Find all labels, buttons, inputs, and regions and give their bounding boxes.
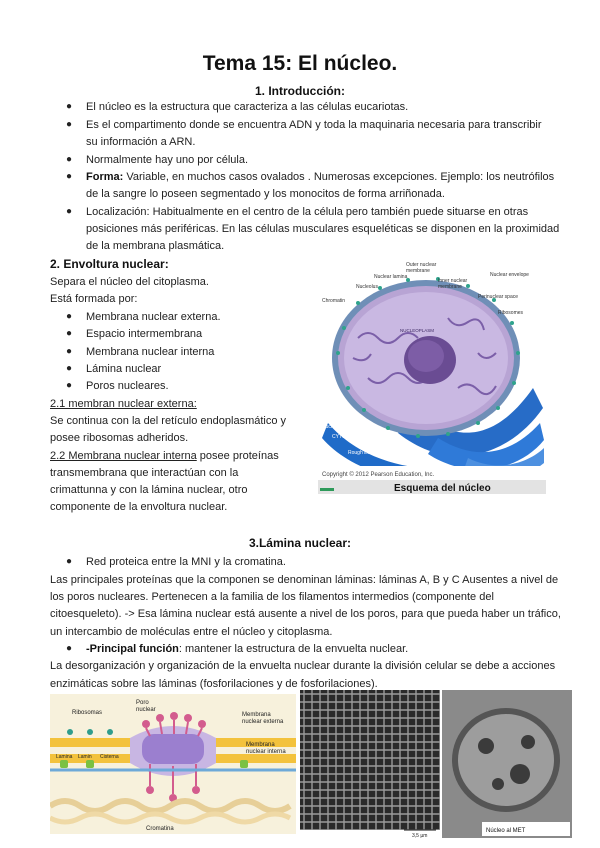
s1-bullet1-line1: El núcleo es la estructura que caracteriza a las células eucariotas. xyxy=(86,101,409,113)
s3-bullet2 xyxy=(86,641,408,657)
bullet-dot-icon: ● xyxy=(66,556,73,567)
bullet-dot-icon: ● xyxy=(66,101,73,112)
fig3-scale: 3,5 µm xyxy=(412,833,428,838)
fig1-label-pores: Nuclear pores xyxy=(322,424,354,430)
bullet-dot-icon: ● xyxy=(66,328,73,339)
bullet-dot-icon: ● xyxy=(66,119,73,130)
s1-bullet5-line1: Localización: Habitualmente en el centro de la célula pero también puede situarse en otras xyxy=(86,206,529,218)
s1-bullet4-line2: de la sangre lo poseen segmentado y los monocitos de forma arriñonada. xyxy=(86,188,445,200)
fig2-label-cisterna: Cisterna xyxy=(100,754,119,760)
lamina-mesh-micrograph xyxy=(300,690,440,830)
s1-bullet3-line1: Normalmente hay uno por célula. xyxy=(86,154,249,166)
nucleus-scheme-figure xyxy=(318,258,546,494)
bullet-dot-icon: ● xyxy=(66,206,73,217)
funcion-label: -Principal función xyxy=(86,643,179,655)
s2-sub1-title: 2.1 membran nuclear externa: xyxy=(50,398,197,410)
s2-sub2-line3: componente de la envoltura nuclear. xyxy=(50,501,228,513)
fig1-label-rough-er: Rough ER xyxy=(348,450,372,456)
bullet-dot-icon: ● xyxy=(66,346,73,357)
fig2-label-interna: nuclear interna xyxy=(246,749,286,755)
bullet-dot-icon: ● xyxy=(66,363,73,374)
s2-sub2-line1: transmembrana que interactúan con la xyxy=(50,467,239,479)
section-3-heading: 3.Lámina nuclear: xyxy=(248,536,352,550)
fig2-label-membrana2: Membrana xyxy=(246,742,275,748)
fig1-label-membrane: membrane xyxy=(406,268,430,274)
fig1-label-ribosomes: Ribosomes xyxy=(498,310,524,316)
s3-para2-line2: enzimáticas sobre las láminas (fosforilaciones y de fosforilaciones). xyxy=(50,678,378,690)
fig2-label-cromatina: Cromatina xyxy=(146,826,174,832)
s2-sub1-line1: Se continua con la del retículo endoplasmático y xyxy=(50,415,287,427)
fig1-label-outer: Outer nuclear xyxy=(406,262,437,268)
fig1-label-inner: Inner nuclear xyxy=(438,278,468,284)
fig1-label-nucleolus: Nucleolus xyxy=(356,284,378,290)
s3-bullet1: Red proteica entre la MNI y la cromatina. xyxy=(86,556,286,568)
forma-label: Forma: xyxy=(86,171,124,183)
fig2-label-lamin: Lamin xyxy=(78,754,92,760)
s3-para1-line2: los poros nucleares. Pertenecen a la familia de los filamentos intermedios (componente del xyxy=(50,591,494,603)
nuclear-pore-diagram xyxy=(50,694,296,834)
s3-para1-line3: citoesqueleto). -> Esa lámina nuclear está ausente a nivel de los poros, para que pueda haber un tráfico, xyxy=(50,608,561,620)
s2-sub2-title: 2.2 Membrana nuclear interna xyxy=(50,450,197,462)
s2-sub2-first: posee proteínas xyxy=(196,450,279,462)
s3-para1-line1: Las principales proteínas que la componen se denominan láminas: láminas A, B y C Ausentes a nivel de xyxy=(50,574,559,586)
s2-sub2-line0 xyxy=(50,448,279,464)
bullet-dot-icon: ● xyxy=(66,643,73,654)
s2-item-1: Membrana nuclear externa. xyxy=(86,311,221,323)
s2-sub2-line2: crimattunna y con la lámina nuclear, otro xyxy=(50,484,248,496)
s2-item-5: Poros nucleares. xyxy=(86,380,169,392)
fig2-label-membrana1: Membrana xyxy=(242,712,271,718)
fig1-label-cytosol: CYTOSOL xyxy=(332,434,356,440)
fig2-label-poro: Poro xyxy=(136,700,149,706)
bullet-dot-icon: ● xyxy=(66,171,73,182)
s2-intro-1: Separa el núcleo del citoplasma. xyxy=(50,276,209,288)
s2-intro-2: Está formada por: xyxy=(50,293,138,305)
fig2-label-lamina: Lamina xyxy=(56,754,73,760)
section-2-heading: 2. Envoltura nuclear: xyxy=(50,257,169,271)
s2-item-3: Membrana nuclear interna xyxy=(86,346,215,358)
fig2-label-externa: nuclear externa xyxy=(242,719,284,725)
s3-para2-line1: La desorganización y organización de la envuelta nuclear durante la división celular se debe a acciones xyxy=(50,660,556,672)
fig1-label-envelope: Nuclear envelope xyxy=(490,272,529,278)
s1-bullet2-line1: Es el compartimento donde se encuentra ADN y toda la maquinaria necesaria para transcribir xyxy=(86,119,542,131)
s1-bullet2-line2: su información a ARN. xyxy=(86,136,196,148)
s1-bullet5-line2: posiciones más periféricas. En las células musculares esqueléticas se disponen en la proximidad xyxy=(86,223,560,235)
fig3-caption: Núcleo al MET xyxy=(486,828,526,834)
bullet-dot-icon: ● xyxy=(66,311,73,322)
page-title: Tema 15: El núcleo. xyxy=(202,52,398,75)
s2-item-4: Lámina nuclear xyxy=(86,363,162,375)
bullet-dot-icon: ● xyxy=(66,380,73,391)
fig1-label-nucleoplasm: NUCLEOPLASM xyxy=(400,328,435,333)
tem-micrograph-figure xyxy=(300,690,572,838)
fig1-copyright: Copyright © 2012 Pearson Education, Inc. xyxy=(322,472,435,478)
s2-sub1-line2: posee ribosomas adheridos. xyxy=(50,432,189,444)
section-1-heading: 1. Introducción: xyxy=(255,84,345,98)
fig1-label-chromatin: Chromatin xyxy=(322,298,346,304)
fig2-label-nuclear: nuclear xyxy=(136,707,156,713)
fig1-caption: Esquema del núcleo xyxy=(394,483,491,494)
fig2-label-ribosomas: Ribosomas xyxy=(72,710,103,716)
fig1-label-perinuclear: Perinuclear space xyxy=(478,294,519,300)
s1-bullet4-line1 xyxy=(86,169,554,185)
s3-para1-line4: un intercambio de moléculas entre el núcleo y citoplasma. xyxy=(50,626,333,638)
s2-item-2: Espacio intermembrana xyxy=(86,328,203,340)
fig1-label-inner2: membrane xyxy=(438,284,462,290)
s1-bullet5-line3: de la membrana plasmática. xyxy=(86,240,225,252)
forma-text: Variable, en muchos casos ovalados . Numerosas excepciones. Ejemplo: los neutrófilos xyxy=(123,171,555,183)
fig1-label-lamina: Nuclear lamina xyxy=(374,274,408,280)
bullet-dot-icon: ● xyxy=(66,154,73,165)
funcion-text: : mantener la estructura de la envuelta nuclear. xyxy=(178,643,409,655)
